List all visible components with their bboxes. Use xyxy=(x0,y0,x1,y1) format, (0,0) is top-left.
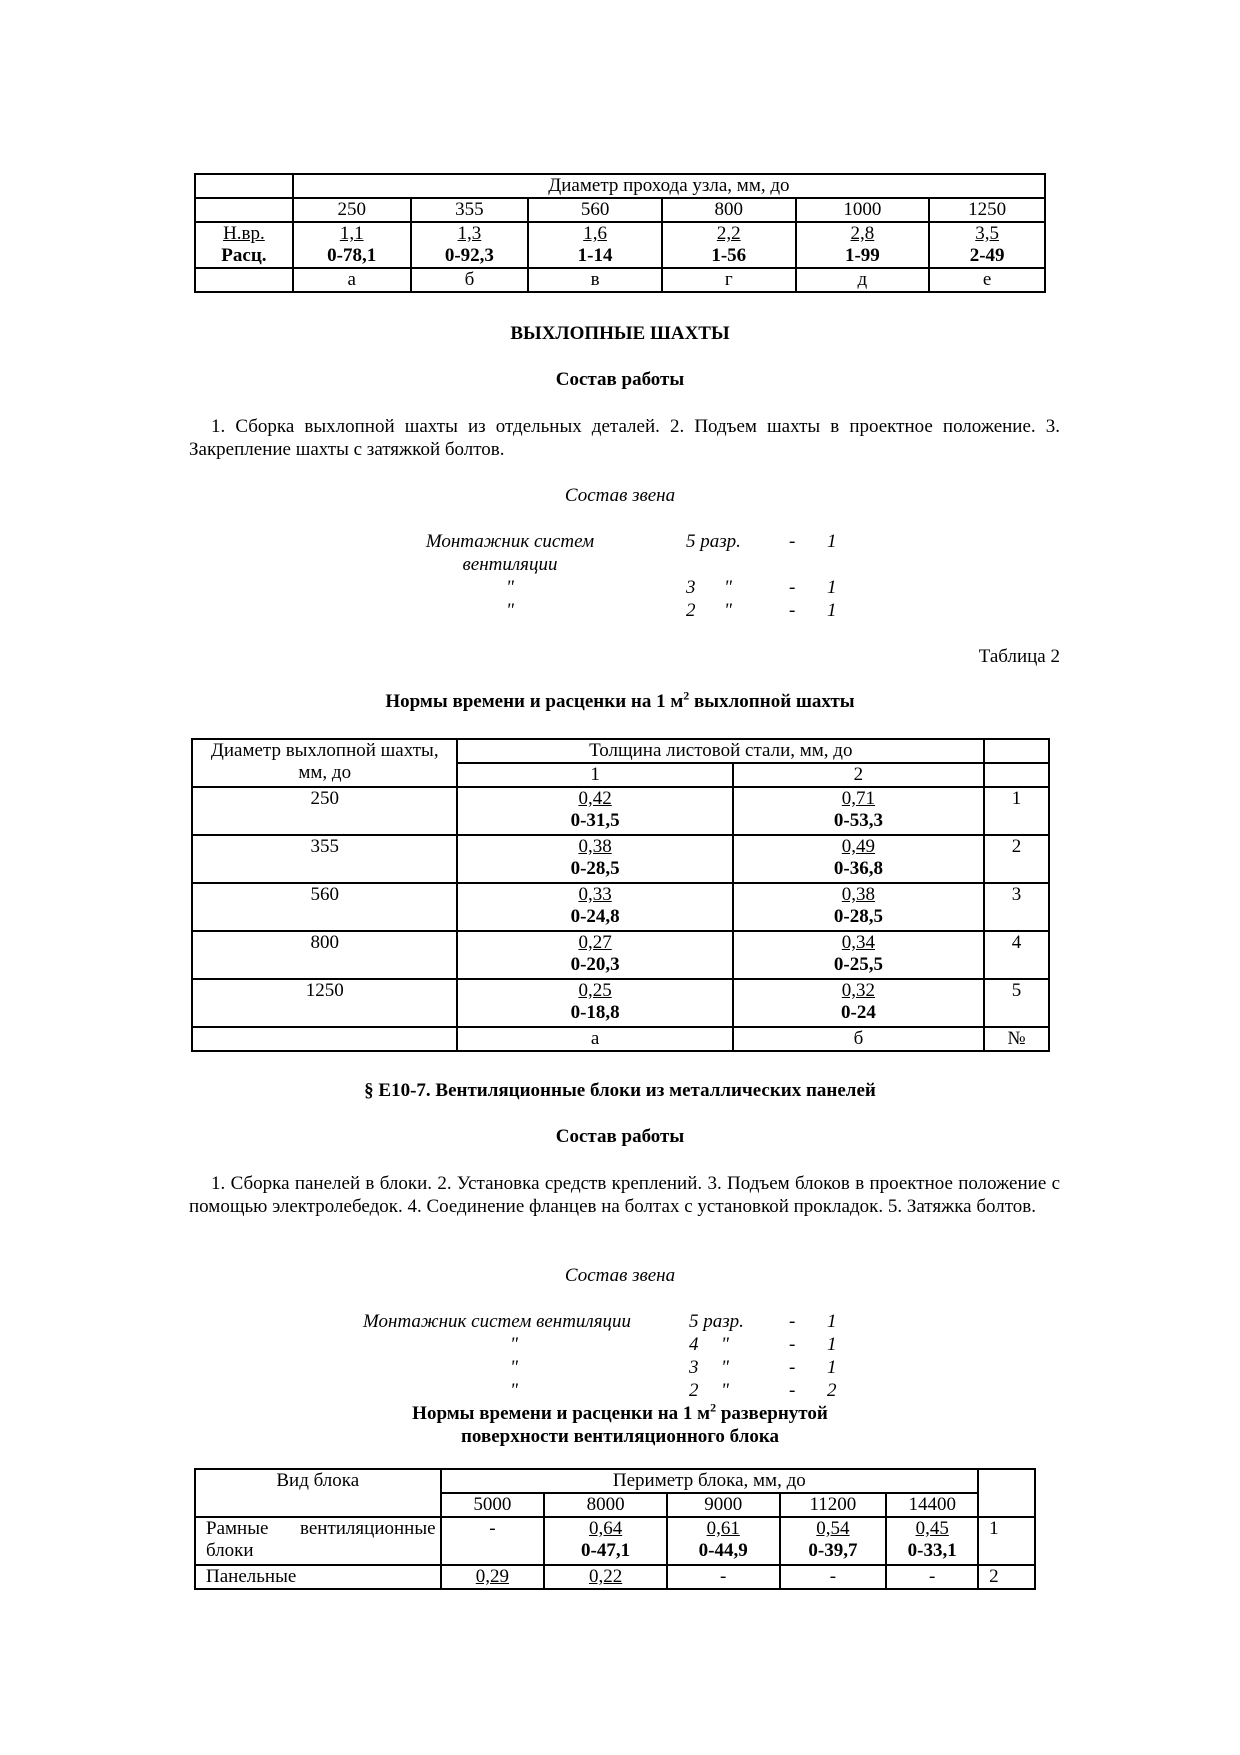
norm-cell xyxy=(667,1517,780,1565)
empty-cell xyxy=(192,1027,457,1051)
column-letter: б xyxy=(411,268,529,292)
column-letter: д xyxy=(796,268,930,292)
price-value: 0-92,3 xyxy=(444,245,494,266)
time-value: 2,2 xyxy=(716,223,741,244)
crew-dash: - xyxy=(789,1357,796,1378)
column-header: 11200 xyxy=(780,1493,887,1517)
norm-cell xyxy=(733,787,984,835)
crew-ditto-mark: " xyxy=(724,600,732,621)
table-row xyxy=(192,787,1049,835)
diameter-header: Диаметр прохода узла, мм, до xyxy=(293,174,1045,198)
column-header: 355 xyxy=(411,198,529,222)
column-header: 800 xyxy=(662,198,796,222)
table-row xyxy=(195,1517,1035,1565)
time-value: 1,1 xyxy=(339,223,364,244)
table-row xyxy=(192,931,1049,979)
shaft-diameter-header: Диаметр выхлопной шахты, мм, до xyxy=(192,739,457,787)
crew-count: 1 xyxy=(827,531,837,552)
norm-cell xyxy=(457,835,732,883)
superscript: 2 xyxy=(710,1400,717,1415)
crew-dash: - xyxy=(789,1334,796,1355)
row-number: 3 xyxy=(984,883,1049,931)
norm-cell xyxy=(441,1517,545,1565)
time-value: - xyxy=(780,1565,887,1589)
row-number: 5 xyxy=(984,979,1049,1027)
table3-title-text: Нормы времени и расценки на 1 м xyxy=(412,1403,711,1424)
price-value: 0-36,8 xyxy=(833,858,883,879)
norm-cell xyxy=(411,222,529,268)
norm-cell xyxy=(733,835,984,883)
time-value: 1,6 xyxy=(583,223,607,244)
time-value: 0,38 xyxy=(841,884,876,905)
price-value: 1-56 xyxy=(711,245,747,266)
time-value: - xyxy=(886,1565,978,1589)
empty-cell xyxy=(195,198,293,222)
column-header: 5000 xyxy=(441,1493,545,1517)
norm-cell xyxy=(528,222,662,268)
column-header: 8000 xyxy=(544,1493,667,1517)
crew-grade: 2 xyxy=(686,600,696,621)
norm-cell xyxy=(662,222,796,268)
exhaust-shaft-norms-table xyxy=(191,738,1050,1052)
table-row xyxy=(192,979,1049,1027)
table3-title-line2: поверхности вентиляционного блока xyxy=(460,1426,780,1447)
crew-ditto-mark: " xyxy=(721,1334,729,1355)
table3-title-text: развернутой xyxy=(716,1403,828,1424)
column-header: 1000 xyxy=(796,198,930,222)
block-type: Панельные xyxy=(195,1565,441,1589)
column-header: 560 xyxy=(528,198,662,222)
crew-ditto-mark: " xyxy=(721,1357,729,1378)
crew-worker-name: Монтажник систем вентиляции xyxy=(363,1311,632,1332)
table2-title-text: Нормы времени и расценки на 1 м xyxy=(385,691,684,712)
crew-composition-title: Состав звена xyxy=(564,1265,676,1286)
row-number: 1 xyxy=(984,787,1049,835)
price-value: 0-78,1 xyxy=(327,245,377,266)
price-value: 2-49 xyxy=(969,245,1005,266)
time-value: - xyxy=(489,1518,496,1539)
column-header: 1 xyxy=(457,763,732,787)
shaft-diameter: 355 xyxy=(192,835,457,883)
crew-count: 1 xyxy=(827,1311,837,1332)
crew-count: 1 xyxy=(827,1357,837,1378)
price-value: 0-24 xyxy=(841,1002,876,1023)
price-value: 0-44,9 xyxy=(698,1540,748,1561)
norm-cell xyxy=(796,222,930,268)
crew-ditto-mark: " xyxy=(721,1380,729,1401)
norm-cell xyxy=(293,222,411,268)
shaft-diameter: 1250 xyxy=(192,979,457,1027)
shaft-diameter: 800 xyxy=(192,931,457,979)
table-number-label: Таблица 2 xyxy=(978,646,1060,667)
steel-thickness-header: Толщина листовой стали, мм, до xyxy=(457,739,984,763)
crew-dash: - xyxy=(789,531,796,552)
norm-cell xyxy=(733,883,984,931)
time-value: 0,32 xyxy=(841,980,876,1001)
node-diameter-table xyxy=(194,173,1046,293)
price-value: 1-99 xyxy=(844,245,880,266)
column-header: 9000 xyxy=(667,1493,780,1517)
time-value: 0,38 xyxy=(578,836,612,857)
work-composition-text: 1. Сборка панелей в блоки. 2. Установка средств креплений. 3. Подъем блоков в проектное положение с помощью электролебедок. 4. Соединение фланцев на болтах с установкой прокладок. 5. Затяжка болтов. xyxy=(189,1173,1060,1217)
price-value: 0-39,7 xyxy=(808,1540,858,1561)
crew-dash: - xyxy=(789,600,796,621)
time-value: 1,3 xyxy=(457,223,482,244)
ventilation-block-norms-table xyxy=(194,1468,1036,1590)
time-value: 0,54 xyxy=(816,1518,850,1539)
price-value: 0-53,3 xyxy=(833,810,883,831)
price-value: 0-47,1 xyxy=(581,1540,631,1561)
crew-grade: 3 xyxy=(686,577,696,598)
crew-dash: - xyxy=(789,577,796,598)
norm-cell xyxy=(457,979,732,1027)
empty-cell xyxy=(984,763,1049,787)
crew-worker-name: Монтажник систем вентиляции xyxy=(425,531,595,575)
price-value: 0-18,8 xyxy=(570,1002,620,1023)
shaft-diameter: 560 xyxy=(192,883,457,931)
crew-dash: - xyxy=(789,1380,796,1401)
perimeter-header: Периметр блока, мм, до xyxy=(441,1469,979,1493)
crew-grade: 2 xyxy=(689,1380,699,1401)
time-value: 2,8 xyxy=(850,223,875,244)
crew-ditto-mark: " xyxy=(724,577,732,598)
row-number: 2 xyxy=(978,1565,1035,1589)
time-value: 0,42 xyxy=(578,788,612,809)
norm-cell xyxy=(780,1517,887,1565)
column-header: 2 xyxy=(733,763,984,787)
table3-title xyxy=(0,1402,1240,1448)
table-row xyxy=(192,835,1049,883)
norm-cell xyxy=(457,787,732,835)
time-value: 0,34 xyxy=(841,932,876,953)
price-value: 1-14 xyxy=(577,245,613,266)
column-header: 1250 xyxy=(929,198,1045,222)
time-value: 0,33 xyxy=(578,884,612,905)
column-letter: г xyxy=(662,268,796,292)
norm-cell xyxy=(544,1517,667,1565)
price-value: 0-20,3 xyxy=(570,954,620,975)
superscript: 2 xyxy=(683,688,690,703)
table-row xyxy=(192,883,1049,931)
column-letter: е xyxy=(929,268,1045,292)
empty-corner-cell xyxy=(195,174,293,198)
crew-count: 1 xyxy=(827,577,837,598)
row-label-cell xyxy=(195,222,293,268)
price-value: 0-31,5 xyxy=(570,810,620,831)
column-letter: а xyxy=(457,1027,732,1051)
price-value: 0-24,8 xyxy=(570,906,620,927)
column-header: 14400 xyxy=(886,1493,978,1517)
crew-count: 2 xyxy=(827,1380,837,1401)
crew-worker-name: " xyxy=(510,1357,518,1378)
work-composition-title: Состав работы xyxy=(555,1126,685,1147)
section-title-exhaust-shafts: ВЫХЛОПНЫЕ ШАХТЫ xyxy=(510,323,730,344)
shaft-diameter: 250 xyxy=(192,787,457,835)
block-type: Рамные вентиляционные блоки xyxy=(195,1517,441,1565)
table-row xyxy=(195,1565,1035,1589)
section-title-ventilation-blocks: § Е10-7. Вентиляционные блоки из металлических панелей xyxy=(364,1080,876,1101)
norm-cell xyxy=(733,979,984,1027)
time-value: - xyxy=(667,1565,780,1589)
block-type-header: Вид блока xyxy=(195,1469,441,1517)
column-letter: б xyxy=(733,1027,984,1051)
empty-cell xyxy=(978,1469,1035,1517)
column-letter: в xyxy=(528,268,662,292)
norm-cell xyxy=(886,1517,978,1565)
time-value: 0,49 xyxy=(841,836,876,857)
crew-worker-name: " xyxy=(506,577,514,598)
number-sign: № xyxy=(984,1027,1049,1051)
crew-worker-name: " xyxy=(510,1380,518,1401)
table2-title-text: выхлопной шахты xyxy=(689,691,855,712)
empty-cell xyxy=(195,268,293,292)
time-value: 0,71 xyxy=(841,788,876,809)
crew-grade: 4 xyxy=(689,1334,699,1355)
time-value: 0,29 xyxy=(441,1565,545,1589)
crew-grade: 3 xyxy=(689,1357,699,1378)
crew-count: 1 xyxy=(827,600,837,621)
time-value: 0,27 xyxy=(578,932,612,953)
price-value: 0-28,5 xyxy=(570,858,620,879)
row-number: 2 xyxy=(984,835,1049,883)
time-value: 0,22 xyxy=(544,1565,667,1589)
crew-count: 1 xyxy=(827,1334,837,1355)
crew-grade: 5 разр. xyxy=(686,531,741,552)
price-value: 0-25,5 xyxy=(833,954,883,975)
crew-worker-name: " xyxy=(510,1334,518,1355)
price-label: Расц. xyxy=(221,245,267,266)
table2-title xyxy=(0,690,1240,713)
work-composition-title: Состав работы xyxy=(555,369,685,390)
price-value: 0-28,5 xyxy=(833,906,883,927)
norm-cell xyxy=(929,222,1045,268)
crew-dash: - xyxy=(789,1311,796,1332)
row-number: 4 xyxy=(984,931,1049,979)
row-number: 1 xyxy=(978,1517,1035,1565)
norm-cell xyxy=(457,931,732,979)
crew-grade: 5 разр. xyxy=(689,1311,744,1332)
time-value: 0,61 xyxy=(706,1518,740,1539)
column-header: 250 xyxy=(293,198,411,222)
time-value: 0,45 xyxy=(915,1518,949,1539)
crew-worker-name: " xyxy=(506,600,514,621)
time-value: 0,64 xyxy=(588,1518,623,1539)
norm-cell xyxy=(733,931,984,979)
time-norm-label: Н.вр. xyxy=(223,223,265,244)
time-value: 0,25 xyxy=(578,980,612,1001)
empty-cell xyxy=(984,739,1049,763)
column-letter: а xyxy=(293,268,411,292)
work-composition-text: 1. Сборка выхлопной шахты из отдельных деталей. 2. Подъем шахты в проектное положение. 3. Закрепление шахты с затяжкой болтов. xyxy=(189,416,1060,460)
time-value: 3,5 xyxy=(975,223,999,244)
norm-cell xyxy=(457,883,732,931)
price-value: 0-33,1 xyxy=(907,1540,957,1561)
crew-composition-title: Состав звена xyxy=(564,485,676,506)
